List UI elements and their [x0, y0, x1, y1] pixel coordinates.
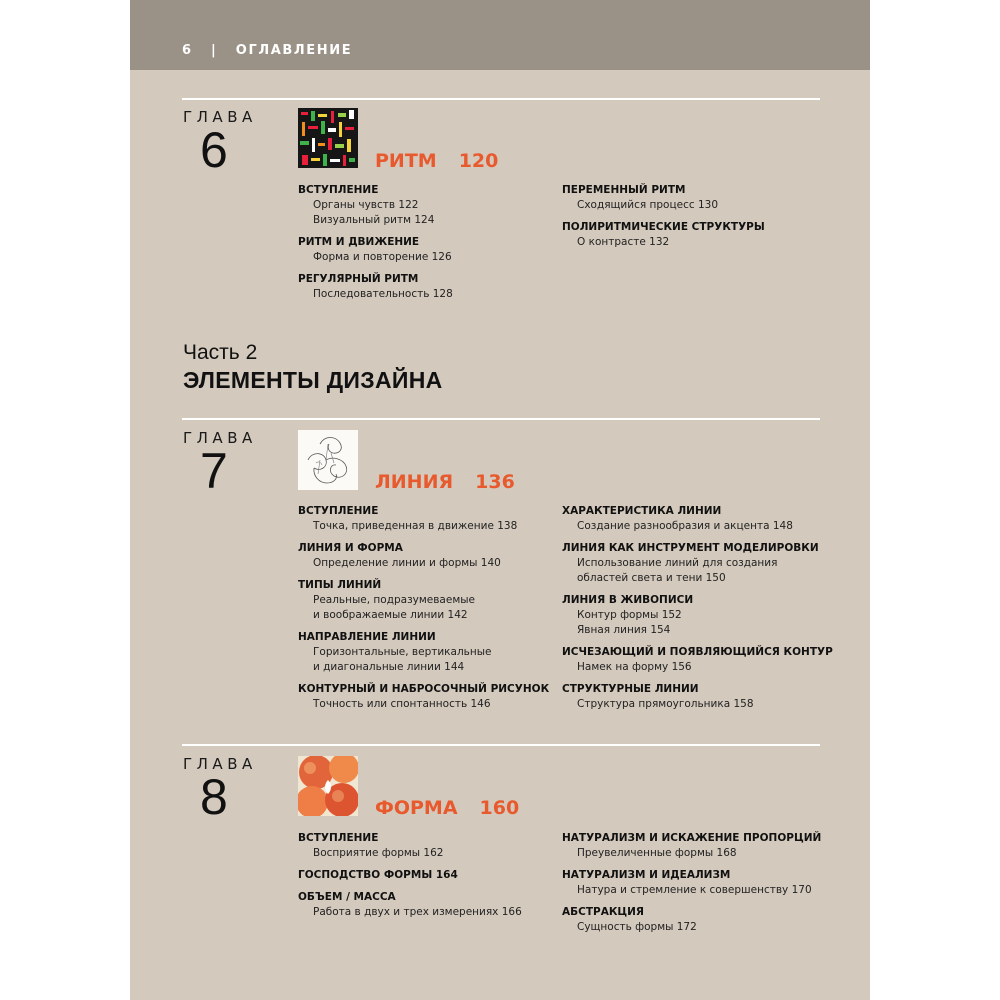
chapter-8-divider [182, 744, 820, 746]
chapter-7-toc-right [562, 504, 862, 712]
chapter-8-thumbnail [298, 756, 358, 816]
toc-entry: Восприятие формы 162 [313, 847, 444, 859]
line-drawing-image [298, 430, 358, 490]
header-separator: | [211, 43, 218, 58]
chapter-7-title-text: ЛИНИЯ [375, 471, 454, 493]
chapter-6-divider [182, 98, 820, 100]
chapter-8-number: 8 [200, 769, 228, 825]
toc-section-title: НАПРАВЛЕНИЕ ЛИНИИ [298, 631, 436, 643]
toc-section-title: ТИПЫ ЛИНИЙ [298, 579, 382, 591]
header-title: ОГЛАВЛЕНИЕ [235, 43, 353, 58]
toc-section-title: ГОСПОДСТВО ФОРМЫ 164 [298, 869, 458, 881]
toc-entry: Точность или спонтанность 146 [313, 698, 491, 710]
chapter-6-toc-left [298, 183, 598, 302]
toc-entry: Сущность формы 172 [577, 921, 697, 933]
toc-section-title: ВСТУПЛЕНИЕ [298, 505, 379, 517]
chapter-7-label: ГЛАВА [183, 429, 257, 447]
toc-section-title: ОБЪЕМ / МАССА [298, 891, 396, 903]
toc-entry: Явная линия 154 [577, 624, 671, 636]
toc-entry: Структура прямоугольника 158 [577, 698, 754, 710]
toc-section-title: ЛИНИЯ И ФОРМА [298, 542, 403, 554]
chapter-6-thumbnail [298, 108, 358, 168]
toc-section-title: НАТУРАЛИЗМ И ИСКАЖЕНИЕ ПРОПОРЦИЙ [562, 832, 822, 844]
chapter-8-toc-right [562, 831, 862, 935]
chapter-8-page: 160 [479, 797, 520, 819]
toc-entry: Создание разнообразия и акцента 148 [577, 520, 793, 532]
toc-section-title: ВСТУПЛЕНИЕ [298, 184, 379, 196]
page-header [130, 0, 870, 70]
toc-section-title: ЛИНИЯ В ЖИВОПИСИ [562, 594, 694, 606]
chapter-6-title-text: РИТМ [375, 150, 437, 172]
toc-entry: Преувеличенные формы 168 [577, 847, 737, 859]
chapter-6-page: 120 [458, 150, 499, 172]
toc-entry: Визуальный ритм 124 [313, 214, 435, 226]
toc-entry: Точка, приведенная в движение 138 [313, 520, 518, 532]
toc-entry: Использование линий для создания областей света и тени 150 [577, 557, 778, 584]
toc-section-title: ЛИНИЯ КАК ИНСТРУМЕНТ МОДЕЛИРОВКИ [562, 542, 819, 554]
chapter-7-toc-left [298, 504, 598, 712]
toc-entry: Натура и стремление к совершенству 170 [577, 884, 812, 896]
rhythm-artwork-image [298, 108, 358, 168]
toc-section-title: АБСТРАКЦИЯ [562, 906, 645, 918]
chapter-7-page: 136 [475, 471, 515, 493]
toc-entry: Органы чувств 122 [313, 199, 419, 211]
toc-section-title: ХАРАКТЕРИСТИКА ЛИНИИ [562, 505, 722, 517]
toc-entry: О контрасте 132 [577, 236, 670, 248]
toc-entry: Реальные, подразумеваемые и воображаемые линии 142 [313, 594, 475, 621]
part-title: ЭЛЕМЕНТЫ ДИЗАЙНА [183, 367, 443, 393]
chapter-8-title [375, 797, 519, 819]
toc-entry: Форма и повторение 126 [313, 251, 452, 263]
chapter-6-toc-right [562, 183, 862, 250]
toc-entry: Намек на форму 156 [577, 661, 692, 673]
chapter-8-title-text: ФОРМА [375, 797, 458, 819]
chapter-7-thumbnail [298, 430, 358, 490]
chapter-8-toc-left [298, 831, 598, 920]
chapter-7-title [375, 471, 515, 493]
toc-page [130, 0, 870, 1000]
toc-entry: Горизонтальные, вертикальные и диагональные линии 144 [313, 646, 492, 673]
toc-entry: Определение линии и формы 140 [313, 557, 501, 569]
toc-section-title: РИТМ И ДВИЖЕНИЕ [298, 236, 420, 248]
toc-section-title: ПЕРЕМЕННЫЙ РИТМ [562, 184, 686, 196]
chapter-7-number: 7 [200, 443, 228, 499]
header-page-number: 6 [182, 43, 193, 58]
header-text [182, 43, 352, 58]
chapter-8-label: ГЛАВА [183, 755, 257, 773]
toc-section-title: ПОЛИРИТМИЧЕСКИЕ СТРУКТУРЫ [562, 221, 765, 233]
chapter-6-label: ГЛАВА [183, 108, 257, 126]
toc-section-title: КОНТУРНЫЙ И НАБРОСОЧНЫЙ РИСУНОК [298, 683, 550, 695]
toc-entry: Сходящийся процесс 130 [577, 199, 718, 211]
chapter-6-number: 6 [200, 122, 228, 178]
chapter-7-divider [182, 418, 820, 420]
chapter-6-title [375, 150, 498, 172]
shape-painting-image [298, 756, 358, 816]
toc-entry: Последовательность 128 [313, 288, 453, 300]
part-label: Часть 2 [183, 341, 258, 364]
toc-section-title: ВСТУПЛЕНИЕ [298, 832, 379, 844]
toc-section-title: РЕГУЛЯРНЫЙ РИТМ [298, 273, 419, 285]
toc-section-title: СТРУКТУРНЫЕ ЛИНИИ [562, 683, 699, 695]
toc-section-title: НАТУРАЛИЗМ И ИДЕАЛИЗМ [562, 869, 731, 881]
toc-entry: Работа в двух и трех измерениях 166 [313, 906, 522, 918]
toc-section-title: ИСЧЕЗАЮЩИЙ И ПОЯВЛЯЮЩИЙСЯ КОНТУР [562, 646, 833, 658]
toc-entry: Контур формы 152 [577, 609, 682, 621]
